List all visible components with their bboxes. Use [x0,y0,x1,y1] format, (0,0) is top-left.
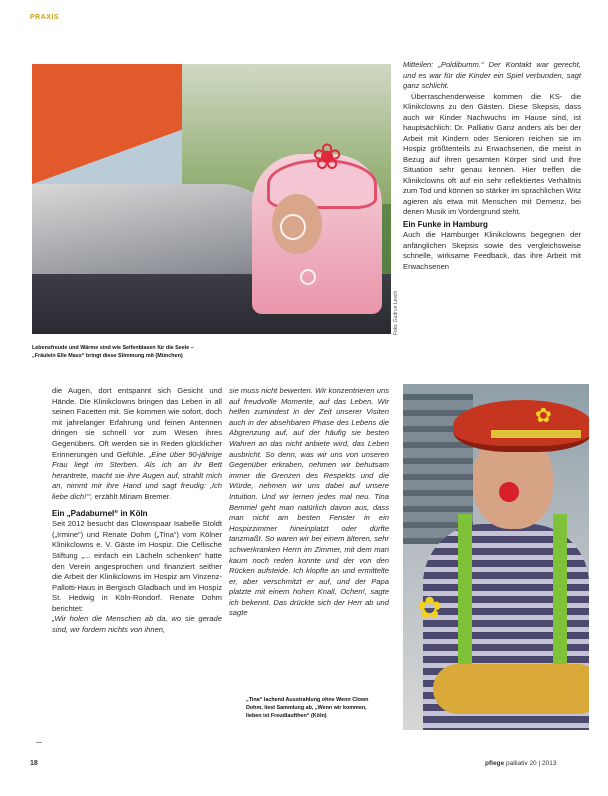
paragraph-text: die Augen, dort entspannt sich Gesicht und Hände. Die Klinikclowns bringen das Leben in all seinen Facetten mit. Sie kommen wie sofort, doch mit jahrelanger Erfahrung und feinen Antennen dringen sie schnell vor zum Wesen ihres Gegenübers. Oft werden sie in Reden glücklicher Erinnerungen und Gefühle. [52,386,222,459]
page-number: 18 [30,760,38,767]
clown-ukulele-photo [403,384,589,730]
quote: „Eine über 90-jährige Frau liegt im Sterben. Als ich an ihr Bett herantrete, macht sie ihre Augen auf, strahlt mich an, nimmt mir ihre Hand und sagt freudig: ‚Ich liebe dich!‘“, [52,449,222,501]
clown-bedside-photo [32,64,391,334]
flower-icon: ✿ [535,405,552,427]
red-nose [499,482,519,502]
paragraph: Mitteilen: „Poldibumm.“ Der Kontakt war gerecht, und es war für die Kinder ein Spiel verbunden, sagt ganz schlicht. [403,60,581,90]
ukulele [433,664,589,714]
paragraph: Überraschenderweise kommen die KS- die Klinikclowns zu den Gästen. Diese Skepsis, dass auch wir Kinder Nachwuchs im Hause sind, ist hauptsächlich: Dr. Palliativ Ganz anders als bei der Arbeit mit Kindern oder Senioren reichen sie im Hospiz größtenteils zu Erwachsenen, die meist in Bezug auf ihren gesamten Körper sind und ihre Situation sehr genau kennen. Hier treffen die Klinikclowns oft auf ein sehr reflektiertes Verhältnis zum Tod und können so stärker im sprachlichen Witz agieren als etwa mit Menschen mit Demenz, bei denen Musik im Vordergrund steht. [403,91,581,216]
magazine-footer [485,760,556,767]
photo-credit: Foto: Gudrun Lesch [393,290,399,335]
caption-line: „Tina“ lachend Ausstrahlung ohne Wenn Clown [246,697,369,703]
hat-band [491,430,581,438]
quote: „Wir holen die Menschen ab da, wo sie gerade sind, wir fordern nichts von ihnen, [52,614,222,635]
magazine-name: pflege [485,760,505,767]
paragraph: Seit 2012 besucht das Clownspaar Isabelle Stoldt („Irmine“) und Renate Dohm („Tina“) vom Kölner Klinikclowns e. V. Gäste im Hospiz. Die Cellische Stiftung „... einfach ein Lächeln schenken“ hatte den Verein angesprochen und finanziert seither die Arbeit der Klinikclowns im Hospiz am Vinzenz-Pallotti-Haus in Bergisch Gladbach und im Hospiz St. Hedwig in Köln-Rondorf. Renate Dohm berichtet: [52,519,222,613]
attribution: erzählt Miriam Bremer. [92,491,172,501]
clown-hat [453,400,589,452]
caption-line: Dohm, liest Sammlung ab, „Wenn wir kommen, [246,705,367,711]
flower-icon: ✿ [417,592,443,625]
divider [36,742,42,743]
caption-line: Lebensfreude und Wärme sind wie Seifenblasen für die Seele – [32,345,194,351]
quote: sie muss nicht bewerten. Wir konzentrieren uns auf freudvolle Momente, auf das Leben. Wir helfen zumindest in der Zeit unserer Visiten auch in der absehbaren Phase des Lebens die Abgrenzung auf, auf der häufig sie besten Wahren an das nicht anbiete wird, das Leben ausbricht. So denn, was wir uns von unseren Gegenüber erkraben, nehmen wir behutsam immer die Grenzen des Respekts und die Würde, nehmen wir uns dabei auf unsere Intuition. Und wir lernen jedes mal neu. Tina Bemmel geht man natürlich davon aus, dass man nicht am besten Fenster in ein Hospizzimmer hineinplatzt oder dürfte tanzmaßt. So waren wir bei einem älteren, sehr schwerkranken Herrn im Zimmer, mit dem man kaum noch reden konnte und der von den Rücken aufsteide. Ich klopfte an und ermittelte er, aber verschmitzt er auf, und der Papa platzte mit einem hohen Knall, Ochen!, sagte ich bekennt. Das drückte sich der Herr ab und sagte [229,386,389,618]
photo-caption [246,696,396,720]
subheading: Ein „Padaburnel“ in Köln [52,508,148,518]
photo-caption [32,344,332,360]
column-a-text [52,386,222,636]
soap-bubble [300,269,316,285]
right-column-text [403,60,581,272]
magazine-issue: palliativ 20 | 2013 [504,760,557,767]
section-tag: PRAXIS [30,14,60,21]
subheading: Ein Funke in Hamburg [403,219,488,229]
caption-line: „Fräulein Elle Mass“ bringt diese Stimmung mit (München) [32,353,183,359]
paragraph [52,386,222,503]
soap-bubble [280,214,306,240]
butterfly-bow-icon: ❀ [312,136,343,177]
caption-line: lieben ist Freudlaufthen“ (Köln) [246,713,327,719]
column-b-text [229,386,389,619]
paragraph: Auch die Hamburger Klinikclowns begegnen der anfänglichen Skepsis sowie des vergleichsweise schnelle, wirksame Feedback, das ihre Arbeit mit Erwachsenen [403,230,581,271]
